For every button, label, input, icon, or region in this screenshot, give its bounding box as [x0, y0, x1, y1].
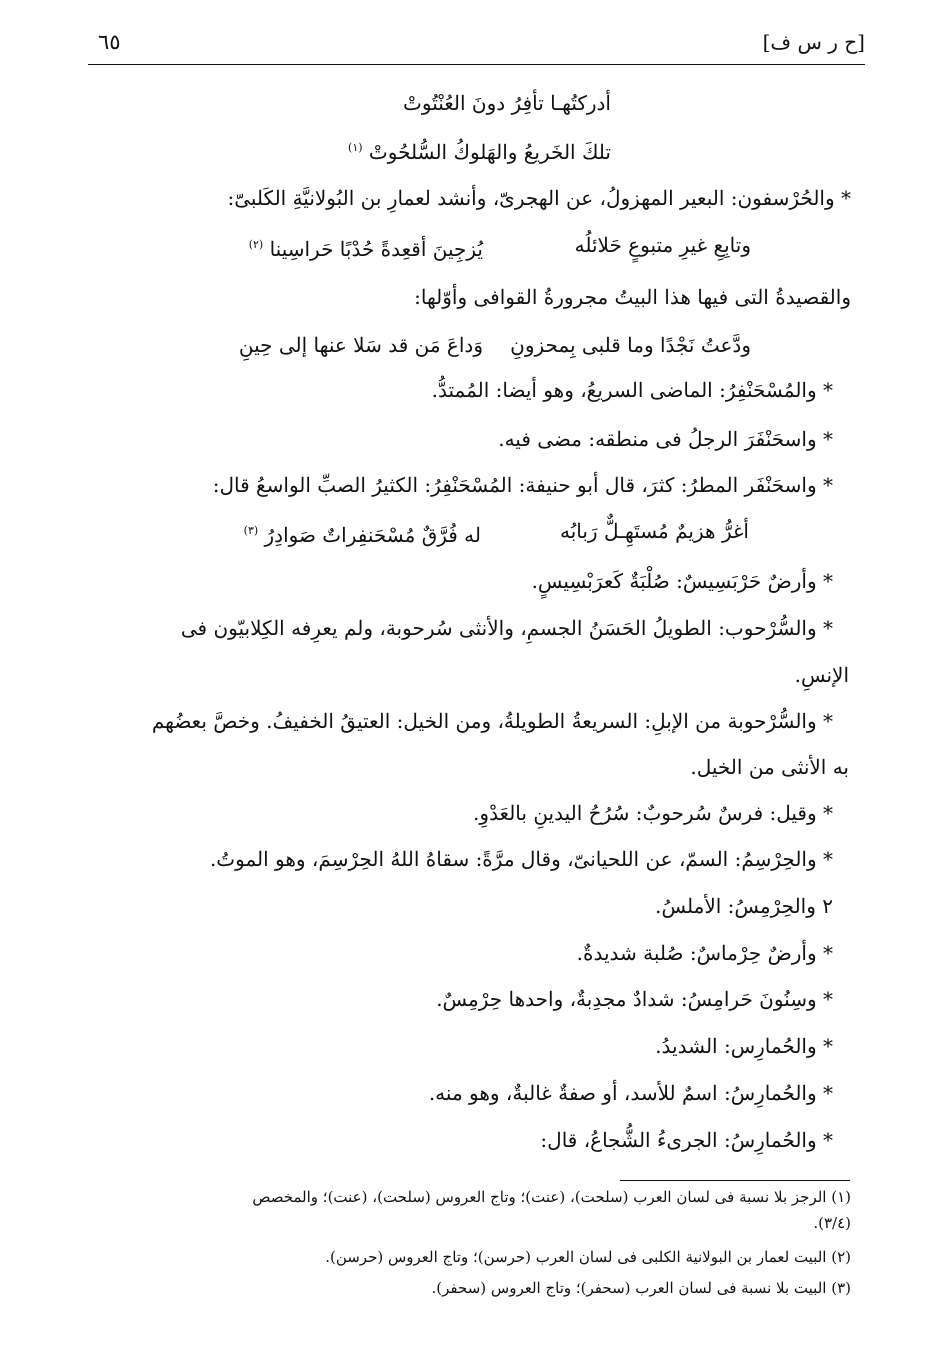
- footnote-ref-2: (٢): [248, 238, 264, 251]
- entry-ishanfara-rajul: * واسحَنْفَرَ الرجلُ فى منطقه: مضى فيه.: [498, 427, 833, 451]
- poem-hemistich-b: وَداعَ مَن قد سَلا عنها إلى حِينِ: [238, 333, 483, 357]
- entry-hirsim: * والحِرْسِمُ: السمّ، عن اللحيانىّ، وقال مرَّةً: سقاهُ اللهُ الحِرْسِمَ، وهو الموتُ.: [209, 847, 833, 871]
- root-heading: [ح ر س ف]: [762, 30, 865, 54]
- entry-humaris: * والحُمارِس: الشديدُ.: [655, 1034, 833, 1058]
- entry-harbasis: * وأرضٌ حَرْبَسِيسٌ: صُلْبَةٌ كَعرَبْسِيسٍ.: [531, 569, 833, 593]
- entry-surhub: * والسُّرْحوب: الطويلُ الحَسَنُ الجسمِ، والأنثى سُرحوبة، ولم يعرِفه الكِلابيّون فى: [180, 616, 833, 640]
- entry-musahnfir: * والمُسْحَنْفِرُ: الماضى السريعُ، وهو أيضا: المُمتدُّ.: [431, 378, 833, 402]
- entry-humaris-brave: * والحُمارِسُ: الجرىءُ الشُّجاعُ، قال:: [540, 1128, 833, 1152]
- verse-line-2: [348, 133, 611, 167]
- header-rule: [88, 64, 865, 65]
- entry-haramis: * وسِنُونَ حَرامِسُ: شدادٌ مجدِبةٌ، واحدها حِرْمِسٌ.: [436, 987, 833, 1011]
- rain-hemistich-b-text: له فُرَّقٌ مُسْحَنفِراتٌ صَوادِرُ: [264, 523, 481, 547]
- footnote-ref-3: (٣): [243, 524, 259, 537]
- running-header: [88, 30, 865, 64]
- entry-surhuba: * والسُّرْحوبة من الإبلِ: السريعةُ الطويلةُ، ومن الخيل: العتيقُ الخفيفُ. وخصَّ بعضُهم: [151, 709, 833, 733]
- verse-hemistich-a: وتابِعِ غيرِ متبوعٍ حَلائلُه: [574, 233, 751, 257]
- footnote-1-cont: (٣/٤).: [813, 1214, 851, 1232]
- entry-hirmas: * وأرضٌ حِرْماسٌ: صُلبة شديدةٌ.: [576, 941, 833, 965]
- entry-surhub-cont: الإنسِ.: [794, 663, 849, 687]
- poem-note: والقصيدةُ التى فيها هذا البيتُ مجرورةُ القوافى وأوّلها:: [414, 285, 851, 309]
- rain-hemistich-a: أغرُّ هزيمٌ مُستَهِـلٌّ رَبابُه: [559, 519, 749, 543]
- footnote-rule: [620, 1180, 850, 1181]
- entry-surhuba-cont: به الأنثى من الخيل.: [690, 755, 849, 779]
- rain-hemistich-b: [244, 516, 481, 550]
- footnote-2: (٢) البيت لعمار بن البولانية الكلبى فى لسان العرب (حرسن)؛ وتاج العروس (حرسن).: [325, 1248, 851, 1266]
- footnote-ref-1: (١): [348, 141, 363, 154]
- poem-hemistich-a: ودَّعتُ نَجْدًا وما قلبى بِمحزونِ: [510, 333, 751, 357]
- footnote-1: (١) الرجز بلا نسبة فى لسان العرب (سلحت)، (عنت)؛ وتاج العروس (سلحت)، (عنت)؛ والمخصص: [252, 1188, 851, 1206]
- verse-line-1: أدركتُهـا تأفِرُ دونَ العُنْتُوتْ: [403, 91, 611, 115]
- entry-hursufun: * والحُرْسفون: البعير المهزولُ، عن الهجرىّ، وأنشد لعمارِ بن البُولانيَّةِ الكَلبىّ:: [227, 186, 851, 210]
- verse-line-2-text: تلكَ الخَريعُ والهَلوكُ السُّلحُوتْ: [368, 140, 611, 164]
- page-number: ٦٥: [98, 30, 121, 54]
- entry-faras-surhub: * وقيل: فرسٌ سُرحوبٌ: سُرُحُ اليدينِ بالعَدْوِ.: [473, 801, 833, 825]
- entry-humaris-lion: * والحُمارِسُ: اسمٌ للأسد، أو صفةٌ غالبةٌ، وهو منه.: [428, 1081, 833, 1105]
- footnote-3: (٣) البيت بلا نسبة فى لسان العرب (سحفر)؛ وتاج العروس (سحفر).: [431, 1279, 851, 1297]
- verse-hemistich-b: [249, 230, 483, 264]
- entry-ishanfara-matar: * واسحَنْفَر المطرُ: كثرَ، قال أبو حنيفة: المُسْحَنْفِرُ: الكثيرُ الصبِّ الواسعُ قال:: [212, 473, 833, 497]
- entry-hirmis: ٢ والحِرْمِسُ: الأملسُ.: [655, 894, 833, 918]
- verse-hemistich-b-text: يُزجِينَ أقعِدةً حُدْبًا حَراسِينا: [269, 237, 483, 261]
